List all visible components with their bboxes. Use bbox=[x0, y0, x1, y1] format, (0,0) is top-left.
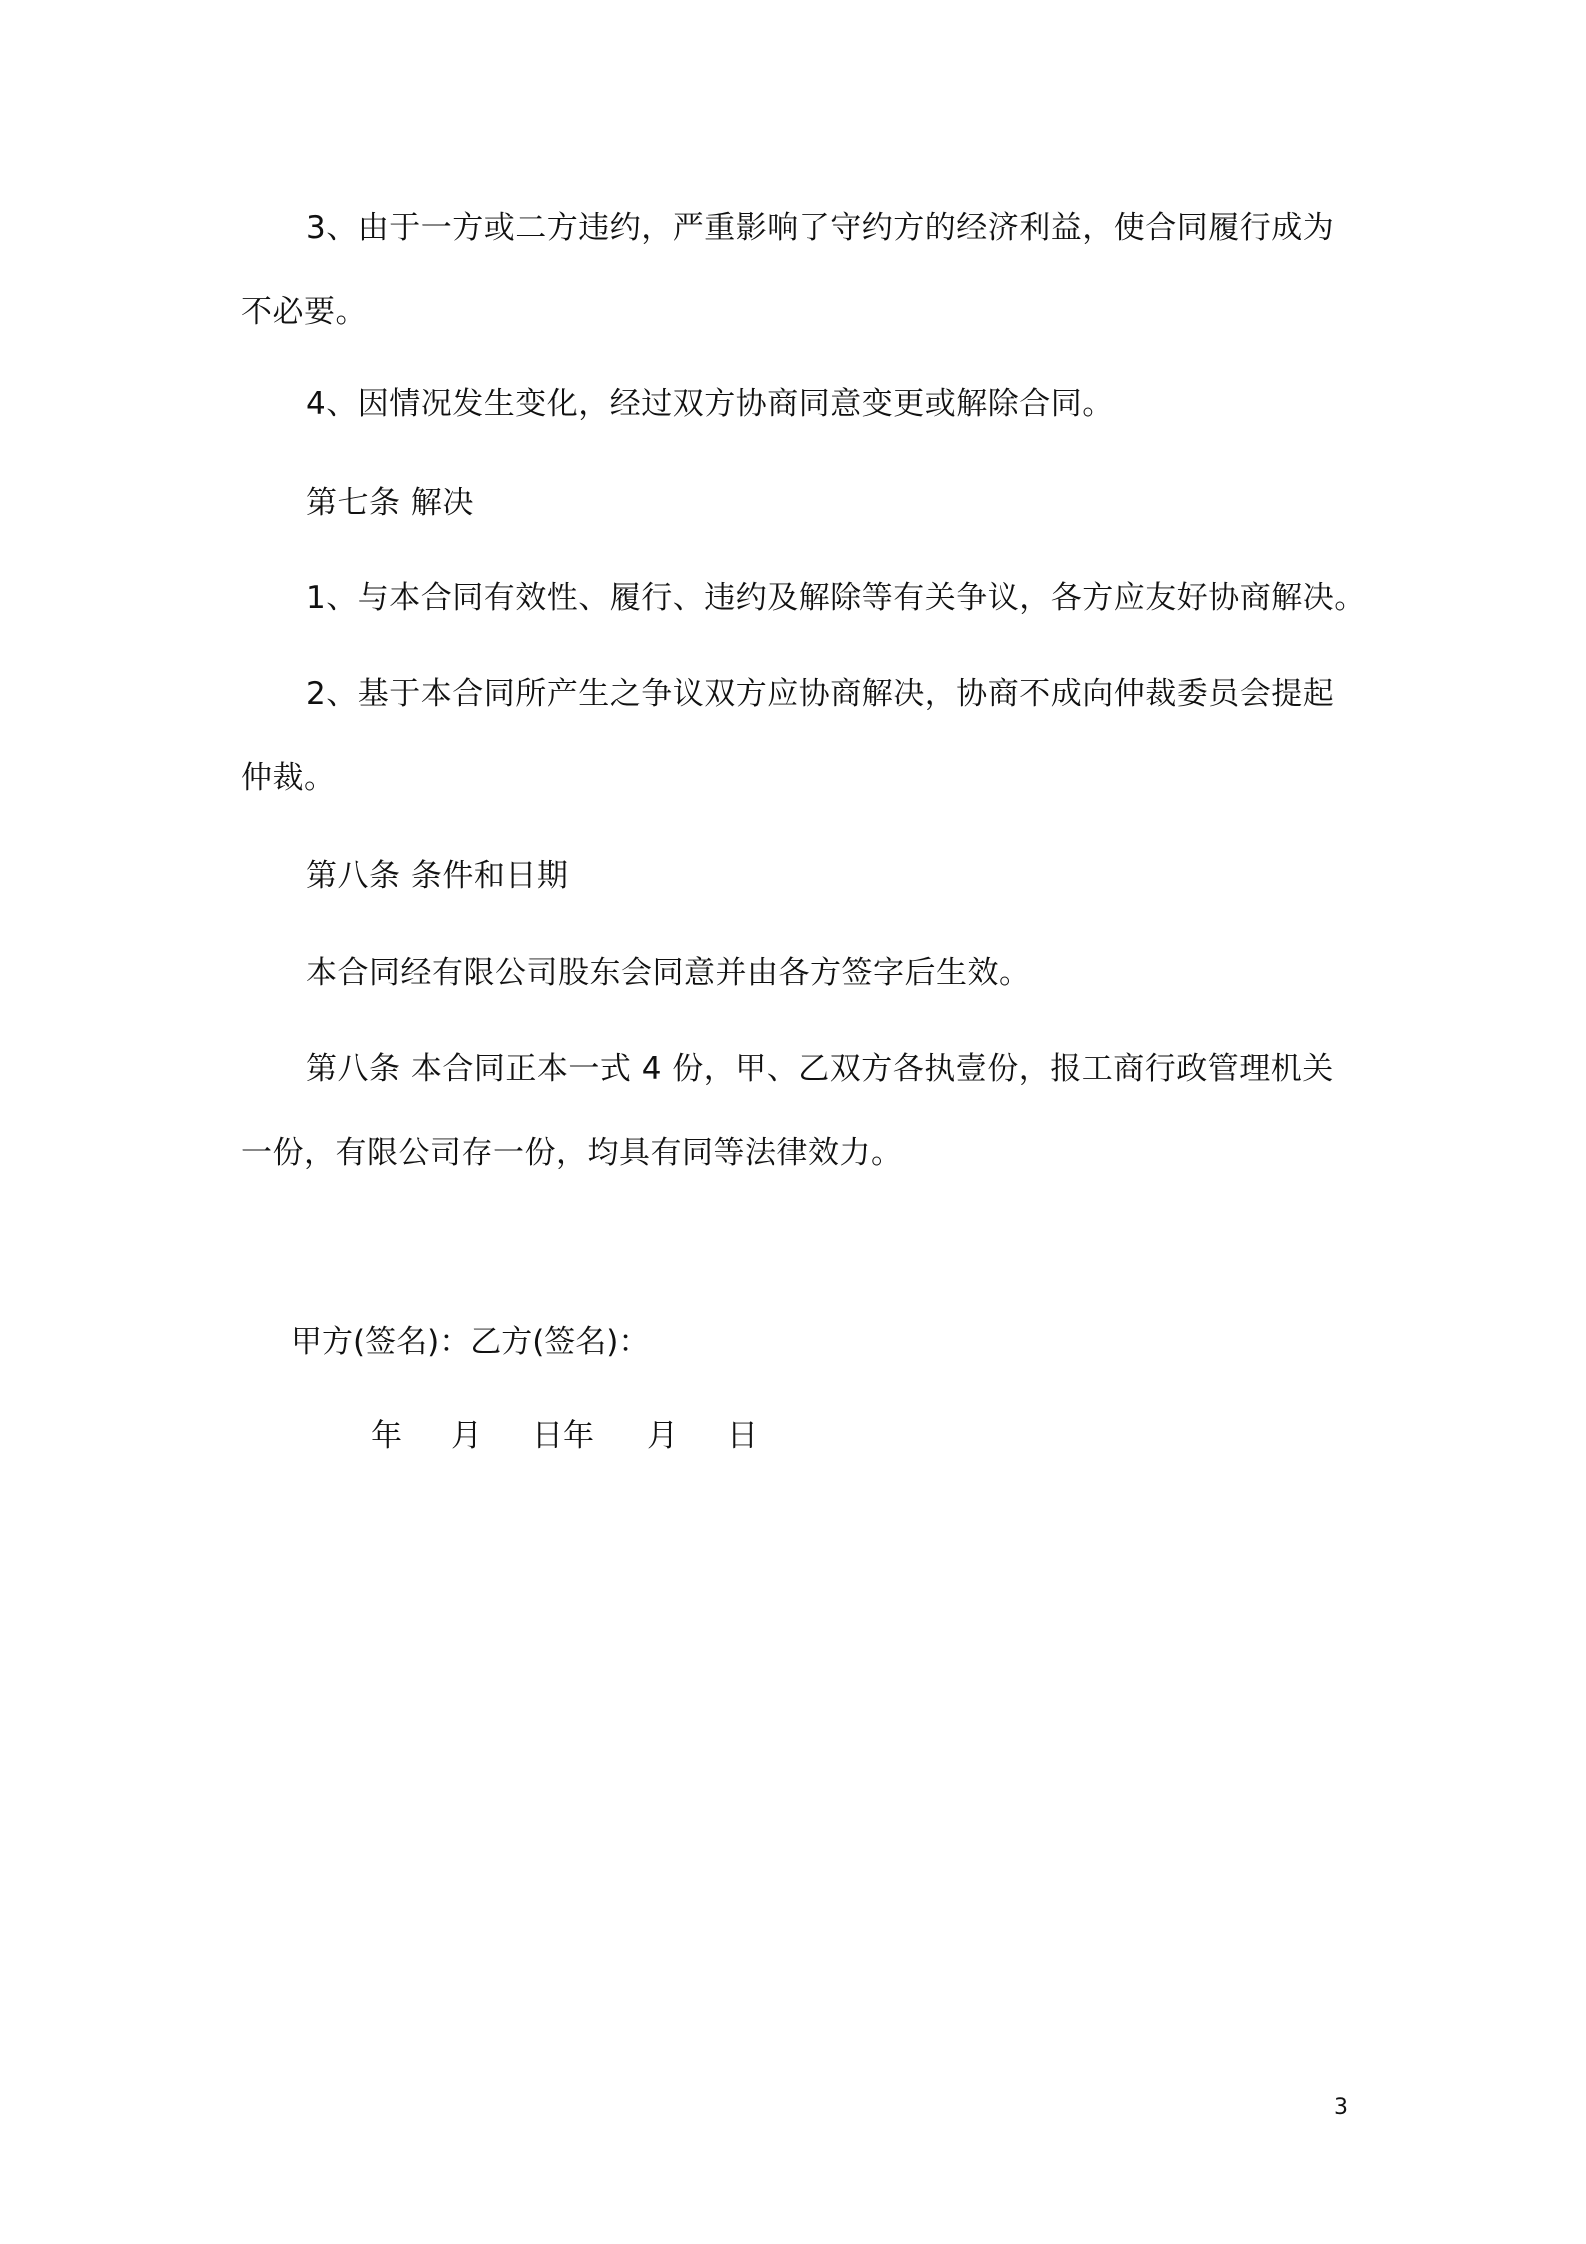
article-7-item-1: 1、与本合同有效性、履行、违约及解除等有关争议，各方应友好协商解决。 bbox=[306, 580, 1366, 616]
article-8-text: 本合同经有限公司股东会同意并由各方签字后生效。 bbox=[306, 955, 1031, 991]
signature-line: 甲方(签名)：乙方(签名)： bbox=[291, 1324, 650, 1360]
date-day-2: 日 bbox=[727, 1418, 758, 1454]
article-8b-line-1: 第八条 本合同正本一式 4 份，甲、乙双方各执壹份，报工商行政管理机关 bbox=[306, 1051, 1334, 1087]
paragraph-3-line-2: 不必要。 bbox=[241, 294, 367, 330]
page-number: 3 bbox=[1334, 2095, 1348, 2120]
date-month-1: 月 bbox=[451, 1418, 482, 1454]
date-month-2: 月 bbox=[647, 1418, 678, 1454]
date-day-year: 日年 bbox=[532, 1418, 594, 1454]
date-year-1: 年 bbox=[371, 1418, 402, 1454]
article-8b-line-2: 一份，有限公司存一份，均具有同等法律效力。 bbox=[241, 1135, 903, 1171]
article-7-item-2-line-2: 仲裁。 bbox=[241, 760, 336, 796]
article-7-heading: 第七条 解决 bbox=[306, 485, 474, 521]
article-7-item-2-line-1: 2、基于本合同所产生之争议双方应协商解决，协商不成向仲裁委员会提起 bbox=[306, 676, 1335, 712]
paragraph-4: 4、因情况发生变化，经过双方协商同意变更或解除合同。 bbox=[306, 386, 1114, 422]
article-8-heading: 第八条 条件和日期 bbox=[306, 858, 569, 894]
paragraph-3-line-1: 3、由于一方或二方违约，严重影响了守约方的经济利益，使合同履行成为 bbox=[306, 210, 1335, 246]
